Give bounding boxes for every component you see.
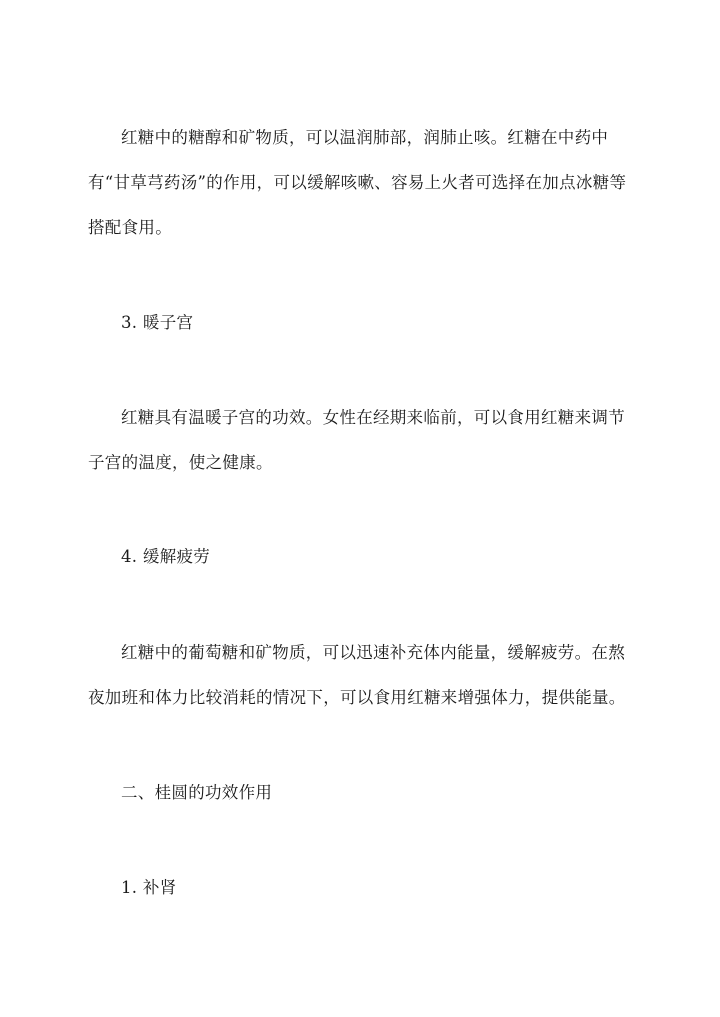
heading-warm-uterus: 3. 暖子宫	[121, 313, 194, 332]
paragraph-lung-moistening: 红糖中的糖醇和矿物质，可以温润肺部，润肺止咳。红糖在中药中有“甘草芎药汤”的作用，可以缓解咳嗽、容易上火者可选择在加点冰糖等搭配食用。	[88, 128, 627, 237]
paragraph-relieve-fatigue: 红糖中的葡萄糖和矿物质，可以迅速补充体内能量，缓解疲劳。在熬夜加班和体力比较消耗的情况下，可以食用红糖来增强体力，提供能量。	[88, 643, 626, 707]
heading-longan-effects: 二、桂圆的功效作用	[121, 783, 273, 802]
heading-tonify-kidney: 1. 补肾	[121, 878, 177, 897]
paragraph-warm-uterus: 红糖具有温暖子宫的功效。女性在经期来临前，可以食用红糖来调节子宫的温度，使之健康。	[88, 408, 625, 472]
heading-relieve-fatigue: 4. 缓解疲劳	[121, 547, 211, 566]
